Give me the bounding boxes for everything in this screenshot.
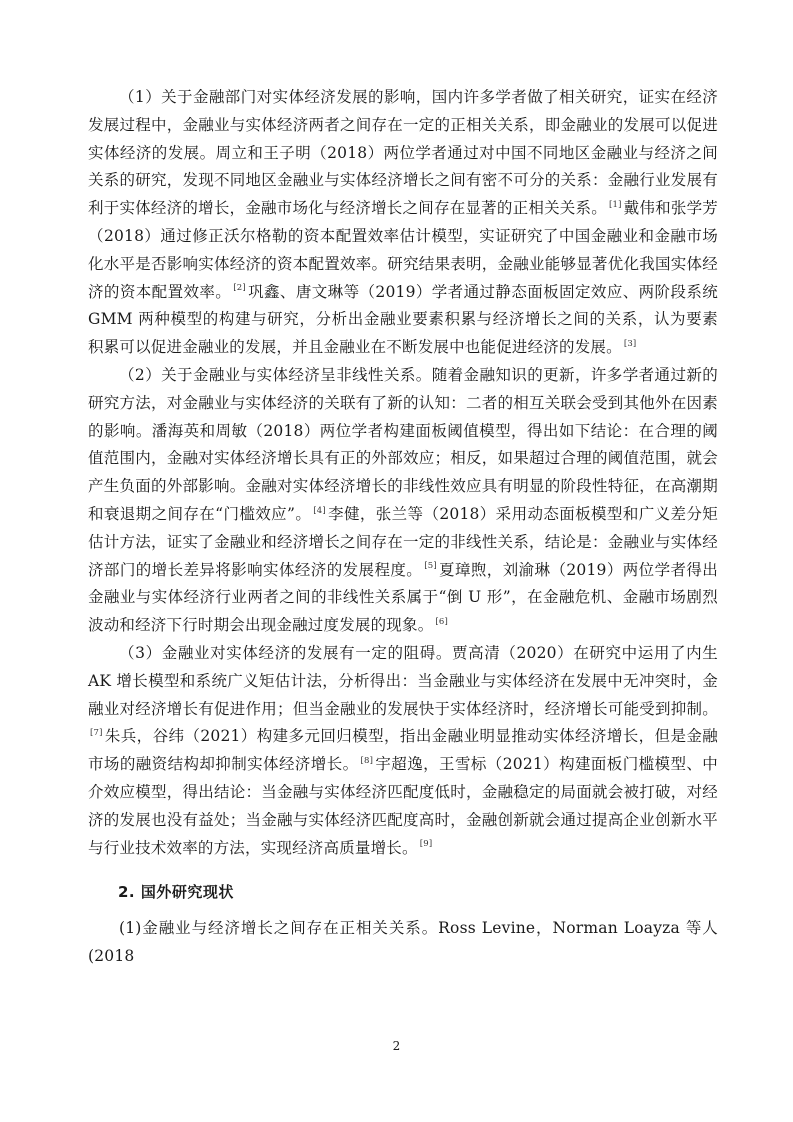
paragraph-text: （3）金融业对实体经济的发展有一定的阻碍。贾高清（2020）在研究中运用了内生 AK 增长模型和系统广义矩估计法，分析得出：当金融业与实体经济在发展中无冲突时，金融业对经济增长有促进作用；但当金融业的发展快于实体经济时，经济增长可能受到抑制。 [88,643,718,718]
paragraph-text: 李健，张兰等（2018）采用动态面板模型和广义差分矩估计方法，证实了金融业和经济增长之间存在一定的非线性关系，结论是：金融业与实体经济部门的增长差异将影响实体经济的发展程度。 [88,504,718,579]
paragraph-inhibiting-effect [88,640,718,862]
page-number: 2 [392,1039,401,1053]
citation-marker: [7] [90,728,103,739]
citation-marker: [6] [435,616,449,627]
citation-marker: [9] [419,839,433,850]
citation-marker: [5] [424,561,437,572]
citation-marker: [1] [609,200,622,211]
paragraph-text: 戴伟和张学芳（2018）通过修正沃尔格勒的资本配置效率估计模型，实证研究了中国金融业和金融市场化水平是否影响实体经济的资本配置效率。研究结果表明，金融业能够显著优化我国实体经济的资本配置效率。 [88,199,719,301]
citation-marker: [4] [313,505,326,516]
paragraph-text: 巩鑫、唐文琳等（2019）学者通过静态面板固定效应、两阶段系统 GMM 两种模型的构建与研究，分析出金融业要素积累与经济增长之间的关系，认为要素积累可以促进金融业的发展，并且金融业在不断发展中也能促进经济的发展。 [88,282,718,357]
page-body [88,84,718,971]
paragraph-text: 宇超逸，王雪标（2021）构建面板门槛模型、中介效应模型，得出结论：当金融与实体经济匹配度低时，金融稳定的局面就会被打破，对经济的发展也没有益处；当金融与实体经济匹配度高时，金融创新就会通过提高企业创新水平与行业技术效率的方法，实现经济高质量增长。 [88,755,718,857]
paragraph-text: 夏璋煦，刘渝琳（2019）两位学者得出金融业与实体经济行业两者之间的非线性关系属于“倒 U 形”，在金融危机、金融市场剧烈波动和经济下行时期会出现金融过度发展的现象。 [88,560,719,635]
paragraph-text: 朱兵，谷纬（2021）构建多元回归模型，指出金融业明显推动实体经济增长，但是金融市场的融资结构却抑制实体经济增长。 [88,727,718,774]
paragraph-text: （2）关于金融业与实体经济呈非线性关系。随着金融知识的更新，许多学者通过新的研究方法，对金融业与实体经济的关联有了新的认知：二者的相互关联会受到其他外在因素的影响。潘海英和周敏（2018）两位学者构建面板阈值模型，得出如下结论：在合理的阈值范围内，金融对实体经济增长具有正的外部效应；相反，如果超过合理的阈值范围，就会产生负面的外部影响。金融对实体经济增长的非线性效应具有明显的阶段性特征，在高潮期和衰退期之间存在“门槛效应”。 [88,365,718,523]
paragraph-domestic-positive-correlation [88,84,718,362]
paragraph-text: （1）关于金融部门对实体经济发展的影响，国内许多学者做了相关研究，证实在经济发展过程中，金融业与实体经济两者之间存在一定的正相关关系，即金融业的发展可以促进实体经济的发展。周立和王子明（2018）两位学者通过对中国不同地区金融业与经济之间关系的研究，发现不同地区金融业与实体经济增长之间有密不可分的关系：金融行业发展有利于实体经济的增长，金融市场化与经济增长之间存在显著的正相关关系。 [88,88,718,218]
paragraph-foreign-positive-correlation: (1)金融业与经济增长之间存在正相关关系。Ross Levine，Norman Loayza 等人(2018 [88,919,718,966]
citation-marker: [3] [623,339,637,350]
citation-marker: [8] [360,755,374,766]
paragraph-nonlinear-relationship [88,362,718,640]
citation-marker: [2] [233,283,246,294]
section-heading-foreign-research: 2. 国外研究现状 [118,883,234,902]
